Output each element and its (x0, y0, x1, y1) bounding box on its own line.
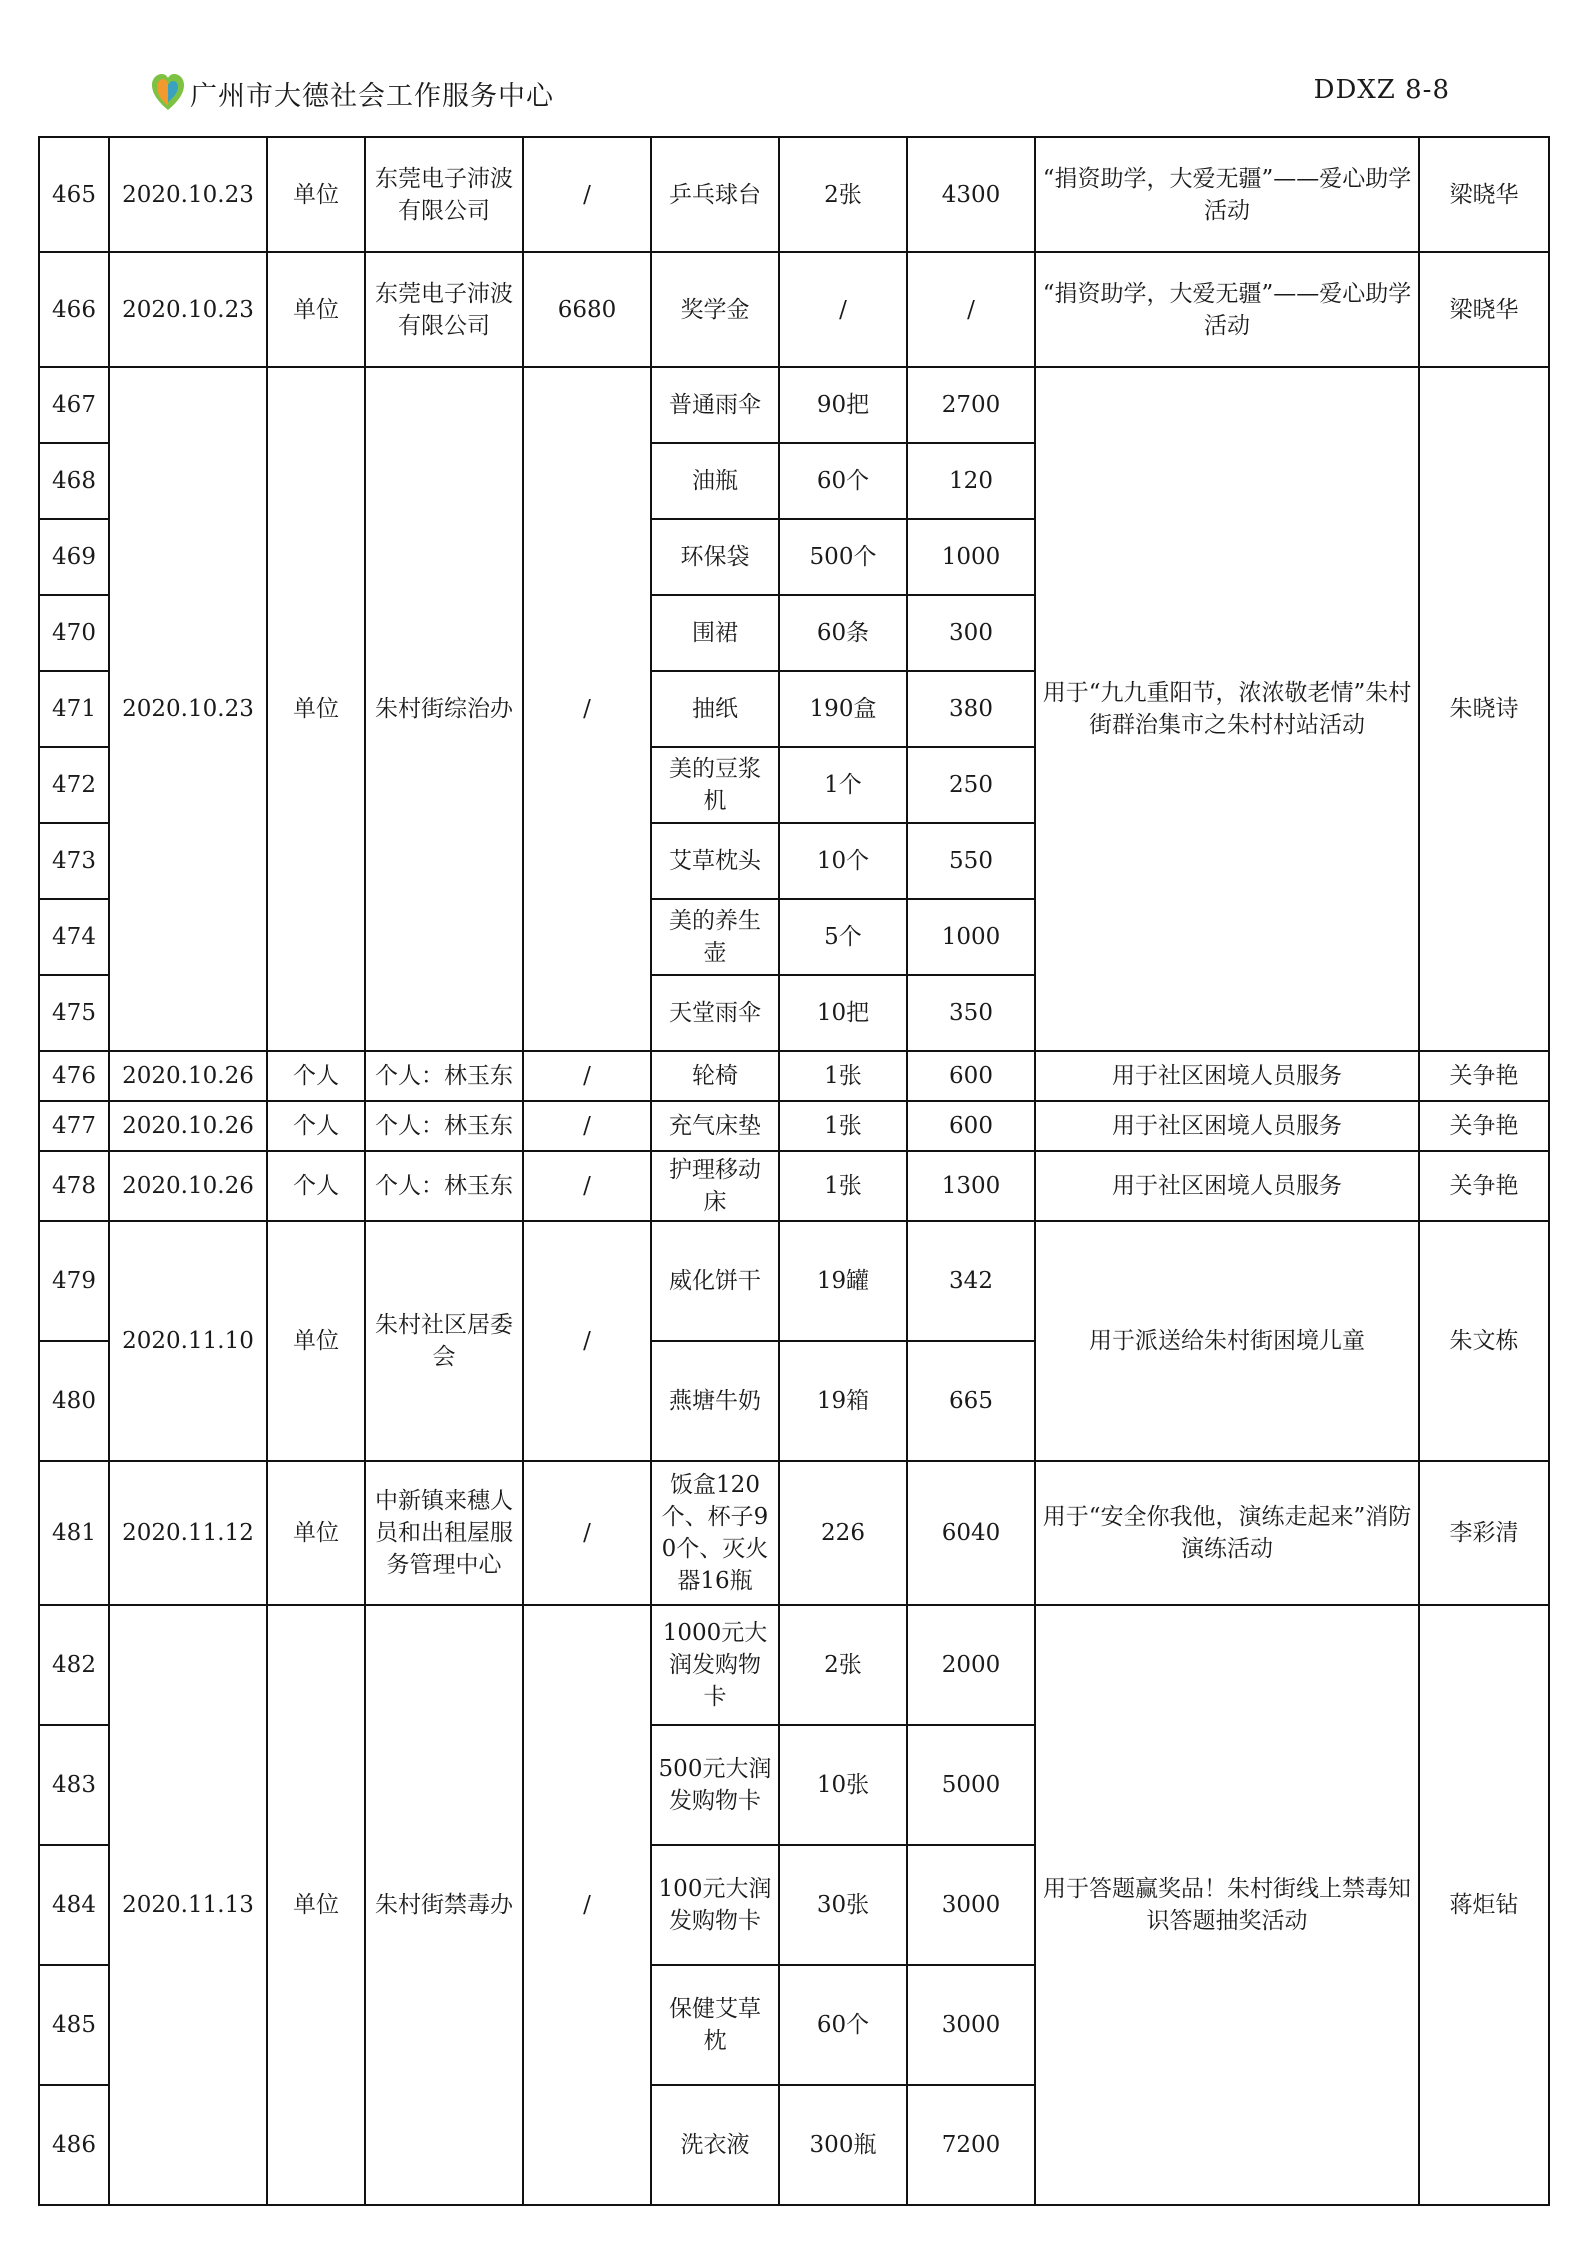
item-value: 380 (907, 671, 1035, 747)
item-name: 保健艾草枕 (651, 1965, 779, 2085)
donor-name: 朱村街禁毒办 (365, 1605, 523, 2205)
handler: 梁晓华 (1419, 252, 1549, 367)
table-row (39, 1101, 1549, 1151)
item-name: 普通雨伞 (651, 367, 779, 443)
donor-type: 个人 (267, 1151, 365, 1221)
item-quantity: 1张 (779, 1051, 907, 1101)
purpose: “捐资助学，大爱无疆”——爱心助学活动 (1035, 137, 1419, 252)
handler: 梁晓华 (1419, 137, 1549, 252)
item-value: 600 (907, 1101, 1035, 1151)
item-quantity: 19箱 (779, 1341, 907, 1461)
item-value: 1000 (907, 899, 1035, 975)
organization-name: 广州市大德社会工作服务中心 (190, 81, 554, 112)
donor-name: 个人：林玉东 (365, 1151, 523, 1221)
row-number: 465 (39, 137, 109, 252)
donor-name: 个人：林玉东 (365, 1101, 523, 1151)
donation-date: 2020.10.26 (109, 1101, 267, 1151)
item-quantity: 500个 (779, 519, 907, 595)
item-value: 1300 (907, 1151, 1035, 1221)
row-number: 474 (39, 899, 109, 975)
donor-name: 中新镇来穗人员和出租屋服务管理中心 (365, 1461, 523, 1605)
item-name: 美的养生壶 (651, 899, 779, 975)
item-quantity: 10张 (779, 1725, 907, 1845)
donor-type: 个人 (267, 1051, 365, 1101)
item-value: 3000 (907, 1845, 1035, 1965)
donor-type: 单位 (267, 1461, 365, 1605)
cash-amount: / (523, 1051, 651, 1101)
item-quantity: 30张 (779, 1845, 907, 1965)
item-name: 艾草枕头 (651, 823, 779, 899)
item-value: 342 (907, 1221, 1035, 1341)
row-number: 466 (39, 252, 109, 367)
item-quantity: 5个 (779, 899, 907, 975)
item-name: 饭盒120个、杯子90个、灭火器16瓶 (651, 1461, 779, 1605)
item-value: 600 (907, 1051, 1035, 1101)
item-value: 250 (907, 747, 1035, 823)
row-number: 483 (39, 1725, 109, 1845)
purpose: 用于社区困境人员服务 (1035, 1051, 1419, 1101)
item-quantity: 2张 (779, 1605, 907, 1725)
purpose: 用于“九九重阳节，浓浓敬老情”朱村街群治集市之朱村村站活动 (1035, 367, 1419, 1051)
handler: 李彩清 (1419, 1461, 1549, 1605)
row-number: 480 (39, 1341, 109, 1461)
donor-type: 单位 (267, 137, 365, 252)
cash-amount: / (523, 137, 651, 252)
item-name: 抽纸 (651, 671, 779, 747)
item-name: 环保袋 (651, 519, 779, 595)
row-number: 475 (39, 975, 109, 1051)
item-value: 300 (907, 595, 1035, 671)
item-quantity: 190盒 (779, 671, 907, 747)
item-name: 充气床垫 (651, 1101, 779, 1151)
donor-name: 东莞电子沛波有限公司 (365, 252, 523, 367)
item-quantity: 226 (779, 1461, 907, 1605)
donation-date: 2020.11.13 (109, 1605, 267, 2205)
item-name: 围裙 (651, 595, 779, 671)
item-quantity: 60条 (779, 595, 907, 671)
item-name: 奖学金 (651, 252, 779, 367)
table-row (39, 1605, 1549, 1725)
purpose: “捐资助学，大爱无疆”——爱心助学活动 (1035, 252, 1419, 367)
item-name: 轮椅 (651, 1051, 779, 1101)
item-name: 美的豆浆机 (651, 747, 779, 823)
item-name: 1000元大润发购物卡 (651, 1605, 779, 1725)
cash-amount: / (523, 1221, 651, 1461)
donation-date: 2020.11.12 (109, 1461, 267, 1605)
donor-type: 单位 (267, 252, 365, 367)
row-number: 467 (39, 367, 109, 443)
item-name: 100元大润发购物卡 (651, 1845, 779, 1965)
item-value: 350 (907, 975, 1035, 1051)
table-row (39, 367, 1549, 443)
item-name: 天堂雨伞 (651, 975, 779, 1051)
row-number: 473 (39, 823, 109, 899)
table-row (39, 1461, 1549, 1605)
item-value: 5000 (907, 1725, 1035, 1845)
cash-amount: / (523, 367, 651, 1051)
item-quantity: 2张 (779, 137, 907, 252)
item-value: 4300 (907, 137, 1035, 252)
donor-name: 朱村社区居委会 (365, 1221, 523, 1461)
item-quantity: 10个 (779, 823, 907, 899)
row-number: 485 (39, 1965, 109, 2085)
row-number: 484 (39, 1845, 109, 1965)
item-value: 3000 (907, 1965, 1035, 2085)
handler: 朱晓诗 (1419, 367, 1549, 1051)
donor-type: 单位 (267, 1605, 365, 2205)
cash-amount: 6680 (523, 252, 651, 367)
purpose: 用于“安全你我他，演练走起来”消防演练活动 (1035, 1461, 1419, 1605)
donation-ledger-table (38, 136, 1550, 2206)
purpose: 用于派送给朱村街困境儿童 (1035, 1221, 1419, 1461)
item-quantity: 1张 (779, 1101, 907, 1151)
row-number: 476 (39, 1051, 109, 1101)
item-quantity: 90把 (779, 367, 907, 443)
table-row (39, 1151, 1549, 1221)
item-value: 6040 (907, 1461, 1035, 1605)
row-number: 478 (39, 1151, 109, 1221)
document-code: DDXZ 8-8 (1313, 75, 1450, 105)
cash-amount: / (523, 1151, 651, 1221)
item-name: 燕塘牛奶 (651, 1341, 779, 1461)
handler: 关争艳 (1419, 1101, 1549, 1151)
row-number: 470 (39, 595, 109, 671)
row-number: 477 (39, 1101, 109, 1151)
table-row (39, 1221, 1549, 1341)
table-row (39, 137, 1549, 252)
donor-name: 个人：林玉东 (365, 1051, 523, 1101)
item-quantity: 19罐 (779, 1221, 907, 1341)
purpose: 用于社区困境人员服务 (1035, 1151, 1419, 1221)
row-number: 468 (39, 443, 109, 519)
item-value: 1000 (907, 519, 1035, 595)
item-name: 500元大润发购物卡 (651, 1725, 779, 1845)
handler: 关争艳 (1419, 1151, 1549, 1221)
item-value: 665 (907, 1341, 1035, 1461)
item-value: 2000 (907, 1605, 1035, 1725)
purpose: 用于答题赢奖品！朱村街线上禁毒知识答题抽奖活动 (1035, 1605, 1419, 2205)
donor-type: 单位 (267, 1221, 365, 1461)
donation-date: 2020.10.26 (109, 1151, 267, 1221)
donation-date: 2020.10.23 (109, 137, 267, 252)
donation-date: 2020.11.10 (109, 1221, 267, 1461)
donation-date: 2020.10.23 (109, 252, 267, 367)
donor-type: 单位 (267, 367, 365, 1051)
row-number: 471 (39, 671, 109, 747)
item-quantity: 1个 (779, 747, 907, 823)
cash-amount: / (523, 1461, 651, 1605)
purpose: 用于社区困境人员服务 (1035, 1101, 1419, 1151)
item-quantity: / (779, 252, 907, 367)
item-name: 乒乓球台 (651, 137, 779, 252)
page-header (150, 66, 1450, 116)
item-quantity: 10把 (779, 975, 907, 1051)
cash-amount: / (523, 1101, 651, 1151)
item-value: 7200 (907, 2085, 1035, 2205)
item-name: 护理移动床 (651, 1151, 779, 1221)
item-value: / (907, 252, 1035, 367)
item-quantity: 300瓶 (779, 2085, 907, 2205)
item-name: 洗衣液 (651, 2085, 779, 2205)
donor-name: 朱村街综治办 (365, 367, 523, 1051)
handler: 关争艳 (1419, 1051, 1549, 1101)
table-row (39, 252, 1549, 367)
row-number: 481 (39, 1461, 109, 1605)
item-value: 550 (907, 823, 1035, 899)
item-value: 120 (907, 443, 1035, 519)
donation-date: 2020.10.23 (109, 367, 267, 1051)
donation-date: 2020.10.26 (109, 1051, 267, 1101)
donor-type: 个人 (267, 1101, 365, 1151)
table-row (39, 1051, 1549, 1101)
row-number: 486 (39, 2085, 109, 2205)
item-quantity: 1张 (779, 1151, 907, 1221)
handler: 朱文栋 (1419, 1221, 1549, 1461)
item-value: 2700 (907, 367, 1035, 443)
handler: 蒋炬钻 (1419, 1605, 1549, 2205)
item-quantity: 60个 (779, 1965, 907, 2085)
item-quantity: 60个 (779, 443, 907, 519)
row-number: 482 (39, 1605, 109, 1725)
row-number: 469 (39, 519, 109, 595)
donor-name: 东莞电子沛波有限公司 (365, 137, 523, 252)
row-number: 472 (39, 747, 109, 823)
row-number: 479 (39, 1221, 109, 1341)
item-name: 油瓶 (651, 443, 779, 519)
organization-logo-icon (150, 72, 186, 112)
cash-amount: / (523, 1605, 651, 2205)
item-name: 威化饼干 (651, 1221, 779, 1341)
